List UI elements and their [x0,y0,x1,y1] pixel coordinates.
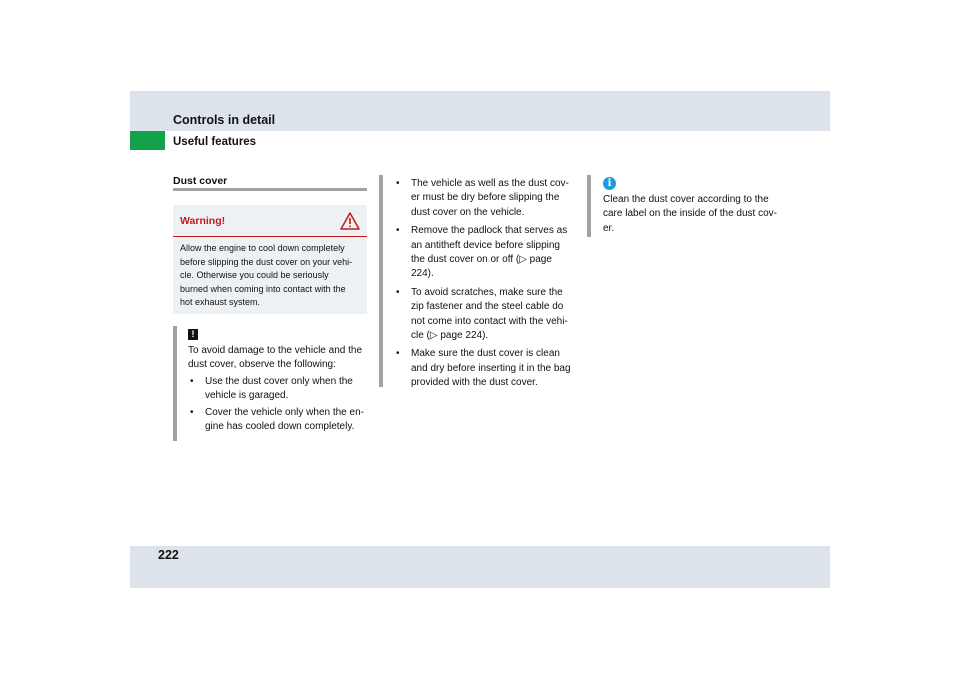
dust-cover-heading: Dust cover [173,175,228,187]
note-sidebar-rule [173,326,177,441]
list-item: • Make sure the dust cover is clean and dry before inserting it in the bag provided with the dust cover. [394,347,576,390]
heading-rule [173,188,367,191]
warning-triangle-icon [340,211,360,231]
info-sidebar-rule [587,175,591,237]
exclamation-icon: ! [188,329,198,340]
middle-column [394,177,576,391]
footer-band [130,546,830,588]
instruction-bullet-list [394,177,576,391]
page-number: 222 [158,548,179,562]
list-item: • Cover the vehicle only when the en- gine has cooled down completely. [188,406,370,435]
section-title: Controls in detail [173,113,276,127]
section-subtitle: Useful features [173,136,257,148]
warning-box [173,205,367,314]
warning-line: before slipping the dust cover on your vehi- [180,256,353,267]
info-text: Clean the dust cover according to the care label on the inside of the dust cov- er. [603,194,777,234]
middle-sidebar-rule [379,175,383,387]
warning-line: hot exhaust system. [180,297,261,308]
list-item: • Use the dust cover only when the vehicle is garaged. [188,375,370,404]
caution-note [188,329,370,434]
warning-line: burned when coming into contact with the [180,283,346,294]
warning-label: Warning! [180,215,226,227]
list-item: • Remove the padlock that serves as an antitheft device before slipping the dust cover on or off (▷ page 224). [394,224,576,282]
list-item: • To avoid scratches, make sure the zip fastener and the steel cable do not come into contact with the vehi- cle (▷ page 224). [394,286,576,344]
info-icon: i [603,177,616,190]
note-bullet-list [188,375,370,435]
section-tab-marker [130,131,165,150]
warning-line: Allow the engine to cool down completely [180,243,345,253]
warning-line: cle. Otherwise you could be seriously [180,270,329,281]
warning-text [180,242,362,310]
list-item: • The vehicle as well as the dust cov- er must be dry before slipping the dust cover on the vehicle. [394,177,576,220]
warning-divider [173,236,367,237]
note-intro: To avoid damage to the vehicle and the dust cover, observe the following: [188,345,363,371]
